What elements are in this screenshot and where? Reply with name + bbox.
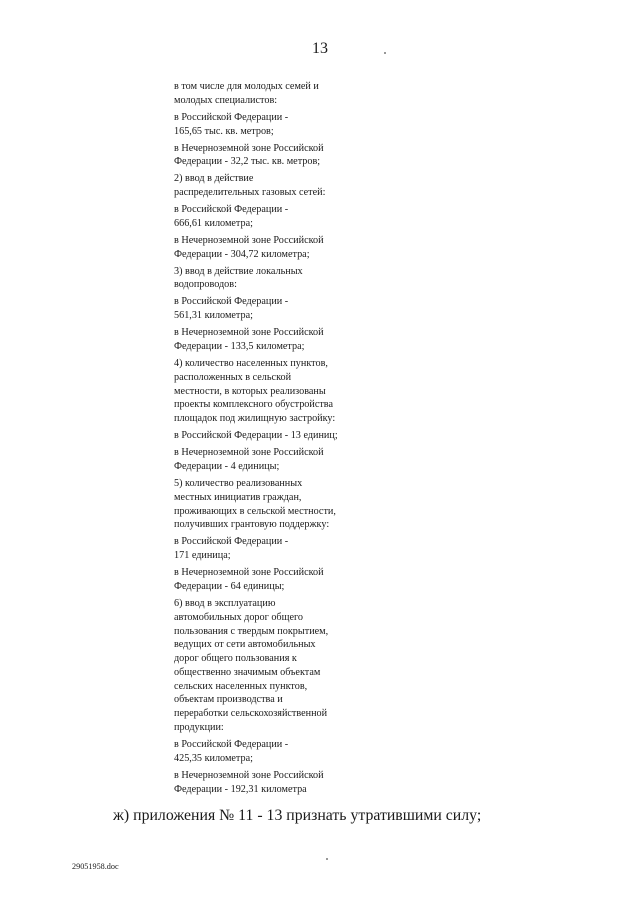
list-item: 3) ввод в действие локальных водопроводов: <box>174 265 303 291</box>
list-item: в Российской Федерации - 171 единица; <box>174 536 289 562</box>
page-number: 13 <box>312 40 328 57</box>
scan-speck <box>326 858 328 860</box>
list-item: в Российской Федерации - 425,35 километра; <box>174 739 289 764</box>
list-item: 5) количество реализованных местных инициатив граждан, проживающих в сельской местности, получивших грантовую поддержку: <box>174 477 336 531</box>
list-item: в Нечерноземной зоне Российской Федерации - 4 единицы; <box>174 447 324 472</box>
list-item: в Российской Федерации - 561,31 километра; <box>174 296 289 322</box>
list-item: в Российской Федерации - 666,61 километра; <box>174 204 289 229</box>
list-item: в Российской Федерации - 165,65 тыс. кв. метров; <box>174 111 289 137</box>
scan-speck <box>384 52 386 54</box>
final-clause: ж) приложения № 11 - 13 признать утратившими силу; <box>113 807 482 824</box>
list-item: в Нечерноземной зоне Российской Федерации - 304,72 километра; <box>174 234 324 260</box>
list-item: в Нечерноземной зоне Российской Федерации - 32,2 тыс. кв. метров; <box>174 142 324 168</box>
footer-filename: 29051958.doc <box>72 862 119 871</box>
list-item: в Российской Федерации - 13 единиц; <box>174 430 338 442</box>
list-item: в Нечерноземной зоне Российской Федерации - 192,31 километра <box>174 769 324 795</box>
list-item: в Нечерноземной зоне Российской Федерации - 64 единицы; <box>174 567 324 592</box>
targets-list <box>174 80 374 800</box>
list-item: 4) количество населенных пунктов, расположенных в сельской местности, в которых реализованы проекты комплексного обустройства площадок под жилищную застройку: <box>174 358 336 425</box>
list-item: в Нечерноземной зоне Российской Федерации - 133,5 километра; <box>174 327 324 353</box>
list-item: в том числе для молодых семей и молодых специалистов: <box>174 81 319 106</box>
list-item: 2) ввод в действие распределительных газовых сетей: <box>174 173 326 199</box>
list-item: 6) ввод в эксплуатацию автомобильных дорог общего пользования с твердым покрытием, ведущих от сети автомобильных дорог общего пользования к общественно значимым объектам сельских населенных пунктов, объектам производства и переработки сельскохозяйственной продукции: <box>174 597 329 734</box>
